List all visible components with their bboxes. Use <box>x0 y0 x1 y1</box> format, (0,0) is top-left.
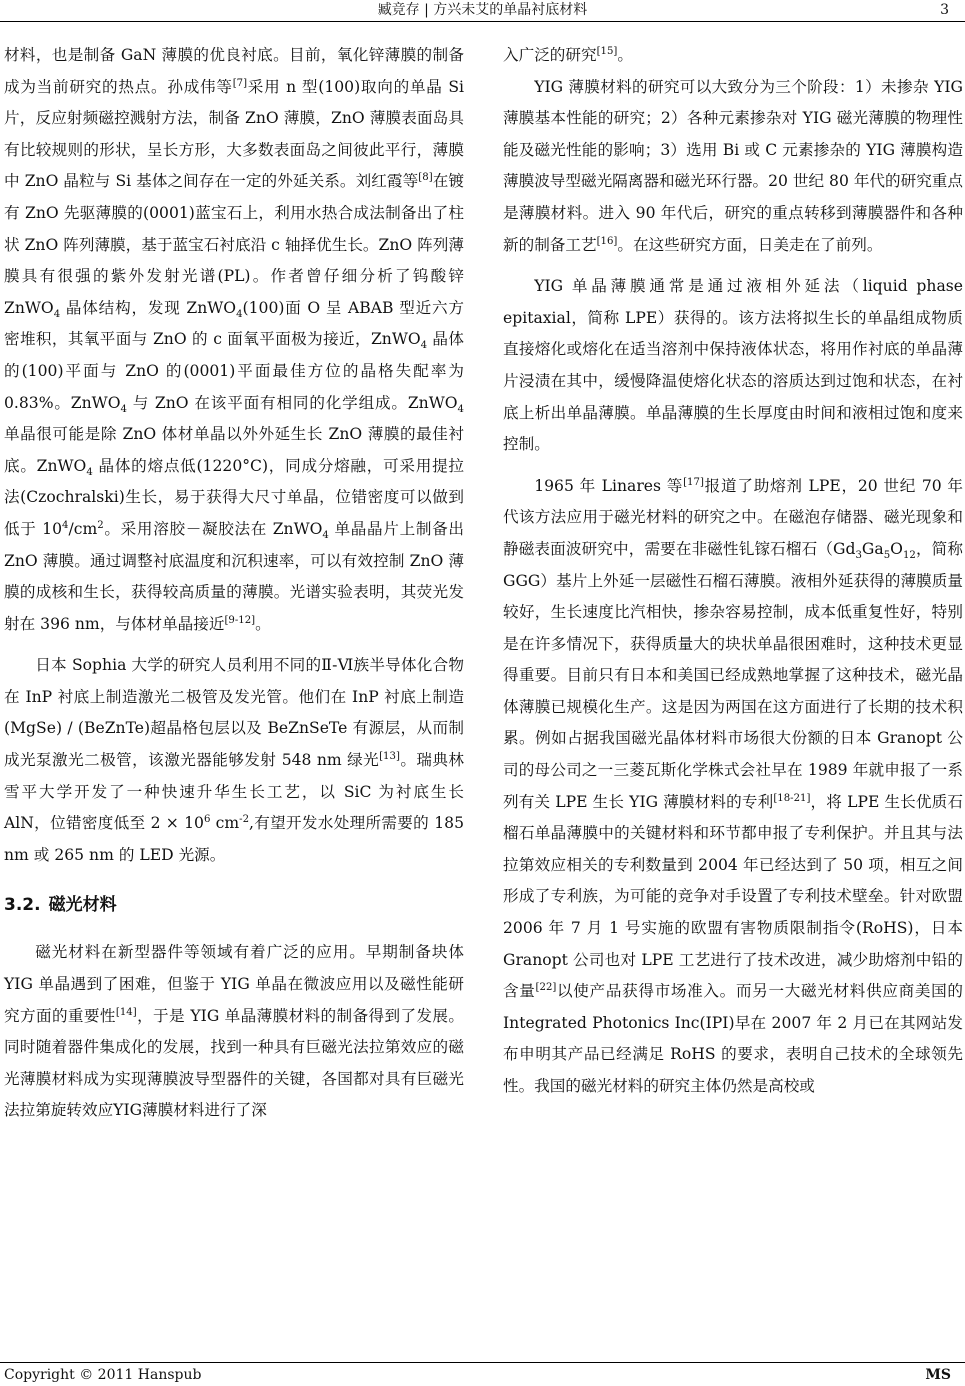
citation: [7] <box>232 77 248 89</box>
paragraph: 1965 年 Linares 等[17]报道了助熔剂 LPE，20 世纪 70 年代该方法应用于磁光材料的研究之中。在磁泡存储器、磁光现象和静磁表面波研究中，需要在非磁性钆镓石榴石（$Gd_3Ga_5O_{12}$，简称 GGG）基片上外延一层磁性石榴石薄膜。液相外延获得的薄膜质量较好，生长速度比汽相快，掺杂容易控制，成本低重复性好，特别是在许多情况下，获得质量大的块状单晶很困难时，这种技术更显得重要。目前只有日本和美国已经成熟地掌握了这种技术，磁光晶体薄膜已规模化生产。这是因为两国在这方面进行了长期的技术积累。例如占据我国磁光晶体材料市场很大份额的日本 Granopt 公司的母公司之一三菱瓦斯化学株式会社早在 1989 年就申报了一系列有关 LPE 生长 YIG 薄膜材料的专利[18-21]，将 LPE 生长优质石榴石单晶薄膜中的关键材料和环节都申报了专利保护。并且其与法拉第效应相关的专利数量到 2004 年已经达到了 50 项，相互之间形成了专利族，为可能的竞争对手设置了专利技术壁垒。针对欧盟 2006 年 7 月 1 号实施的欧盟有害物质限制指令(RoHS)，日本 Granopt 公司也对 LPE 工艺进行了技术改进，减少助熔剂中铅的含量[22]以使产品获得市场准入。而另一大磁光材料供应商美国的 Integrated Photonics Inc(IPI)早在 2007 年 2 月已在其网站发布申明其产品已经满足 RoHS 的要求，表明自己技术的全球领先性。我国的磁光材料的研究主体仍然是高校或 <box>503 476 963 1095</box>
section-heading <box>4 891 464 919</box>
paragraph: YIG 薄膜材料的研究可以大致分为三个阶段：1）未掺杂 YIG 薄膜基本性能的研究；2）各种元素掺杂对 YIG 磁光薄膜的物理性能及磁光性能的影响；3）选用 Bi 或 C 元素掺杂的 YIG 薄膜构造薄膜波导型磁光隔离器和磁光环行器。20 世纪 80 年代的研究重点是薄膜材料。进入 90 年代后，研究的重点转移到薄膜器件和各种新的制备工艺[16]。在这些研究方面，日美走在了前列。 <box>503 77 963 254</box>
citation: [18-21] <box>773 792 811 804</box>
paragraph: YIG 单晶薄膜通常是通过液相外延法（liquid phase epitaxial，简称 LPE）获得的。该方法将拟生长的单晶组成物质直接熔化或熔化在适当溶剂中保持液体状态，将用作衬底的单晶薄片浸渍在其中，缓慢降温使熔化状态的溶质达到过饱和状态，在衬底上析出单晶薄膜。单晶薄膜的生长厚度由时间和液相过饱和度来控制。 <box>503 277 963 454</box>
citation: [8] <box>418 172 433 184</box>
journal-abbreviation: MS <box>925 1367 951 1383</box>
paragraph: 材料，也是制备 GaN 薄膜的优良衬底。目前，氧化锌薄膜的制备成为当前研究的热点。孙成伟等[7]采用 n 型(100)取向的单晶 Si 片，反应射频磁控溅射方法，制备 ZnO 薄膜，ZnO 薄膜表面岛具有比较规则的形状，呈长方形，大多数表面岛之间彼此平行，薄膜中 ZnO 晶粒与 Si 基体之间存在一定的外延关系。刘红霞等[8]在镀有 ZnO 先驱薄膜的(0001)蓝宝石上，利用水热合成法制备出了柱状 ZnO 阵列薄膜，基于蓝宝石衬底沿 c 轴择优生长。ZnO 阵列薄膜具有很强的紫外发射光谱(PL)。作者曾仔细分析了钨酸锌 ZnWO$_4$ 晶体结构，发现 ZnWO$_4$(100)面 O 呈 ABAB 型近六方密堆积，其氧平面与 ZnO 的 c 面氧平面极为接近，ZnWO$_4$ 晶体的(100)平面与 ZnO 的(0001)平面最佳方位的晶格失配率为 0.83%。ZnWO$_4$ 与 ZnO 在该平面有相同的化学组成。ZnWO$_4$ 单晶很可能是除 ZnO 体材单晶以外外延生长 ZnO 薄膜的最佳衬底。ZnWO$_4$ 晶体的熔点低(1220°C)，同成分熔融，可采用提拉法(Czochralski)生长，易于获得大尺寸单晶，位错密度可以做到低于 $10^4/cm^2$。采用溶胶－凝胶法在 ZnWO$_4$ 单晶晶片上制备出 ZnO 薄膜。通过调整衬底温度和沉积速率，可以有效控制 ZnO 薄膜的成核和生长，获得较高质量的薄膜。光谱实验表明，其荧光发射在 396 nm，与体材单晶接近[9-12]。 <box>4 46 464 633</box>
citation: [17] <box>683 476 704 488</box>
header-rule <box>0 21 965 22</box>
citation: [22] <box>535 982 557 994</box>
citation: [15] <box>596 45 618 57</box>
paragraph: 日本 Sophia 大学的研究人员利用不同的Ⅱ-Ⅵ族半导体化合物在 InP 衬底上制造激光二极管及发光管。他们在 InP 衬底上制造(MgSe) / (BeZnTe)超晶格包层以及 BeZnSeTe 有源层，从而制成光泵激光二极管，该激光器能够发射 548 nm 绿光[13]。瑞典林雪平大学开发了一种快速升华生长工艺，以 SiC 为衬底生长 AlN，位错密度低至 $2 \times 10^6$ $cm^{-2}$,有望开发水处理所需要的 185 nm 或 265 nm 的 LED 光源。 <box>4 656 464 864</box>
citation: [13] <box>379 750 400 762</box>
citation: [16] <box>596 235 618 247</box>
citation: [14] <box>115 1006 137 1018</box>
footer-rule <box>0 1362 965 1363</box>
paragraph: 入广泛的研究[15]。 <box>503 45 633 64</box>
page-number: 3 <box>940 2 949 18</box>
copyright-notice: Copyright © 2011 Hanspub <box>4 1367 202 1383</box>
page-footer <box>0 1362 965 1382</box>
running-title: 臧竞存 | 方兴未艾的单晶衬底材料 <box>377 2 588 18</box>
section-number: 3.2. <box>4 895 41 916</box>
right-column <box>503 40 963 1103</box>
page-header <box>0 0 965 22</box>
citation: [9-12] <box>224 614 256 626</box>
left-column <box>4 40 464 1127</box>
section-title: 磁光材料 <box>48 895 117 916</box>
paragraph: 磁光材料在新型器件等领域有着广泛的应用。早期制备块体 YIG 单晶遇到了困难，但鉴于 YIG 单晶在微波应用以及磁性能研究方面的重要性[14]，于是 YIG 单晶薄膜材料的制备得到了发展。同时随着器件集成化的发展，找到一种具有巨磁光法拉第效应的磁光薄膜材料成为实现薄膜波导型器件的关键，各国都对具有巨磁光法拉第旋转效应YIG薄膜材料进行了深 <box>4 943 464 1120</box>
